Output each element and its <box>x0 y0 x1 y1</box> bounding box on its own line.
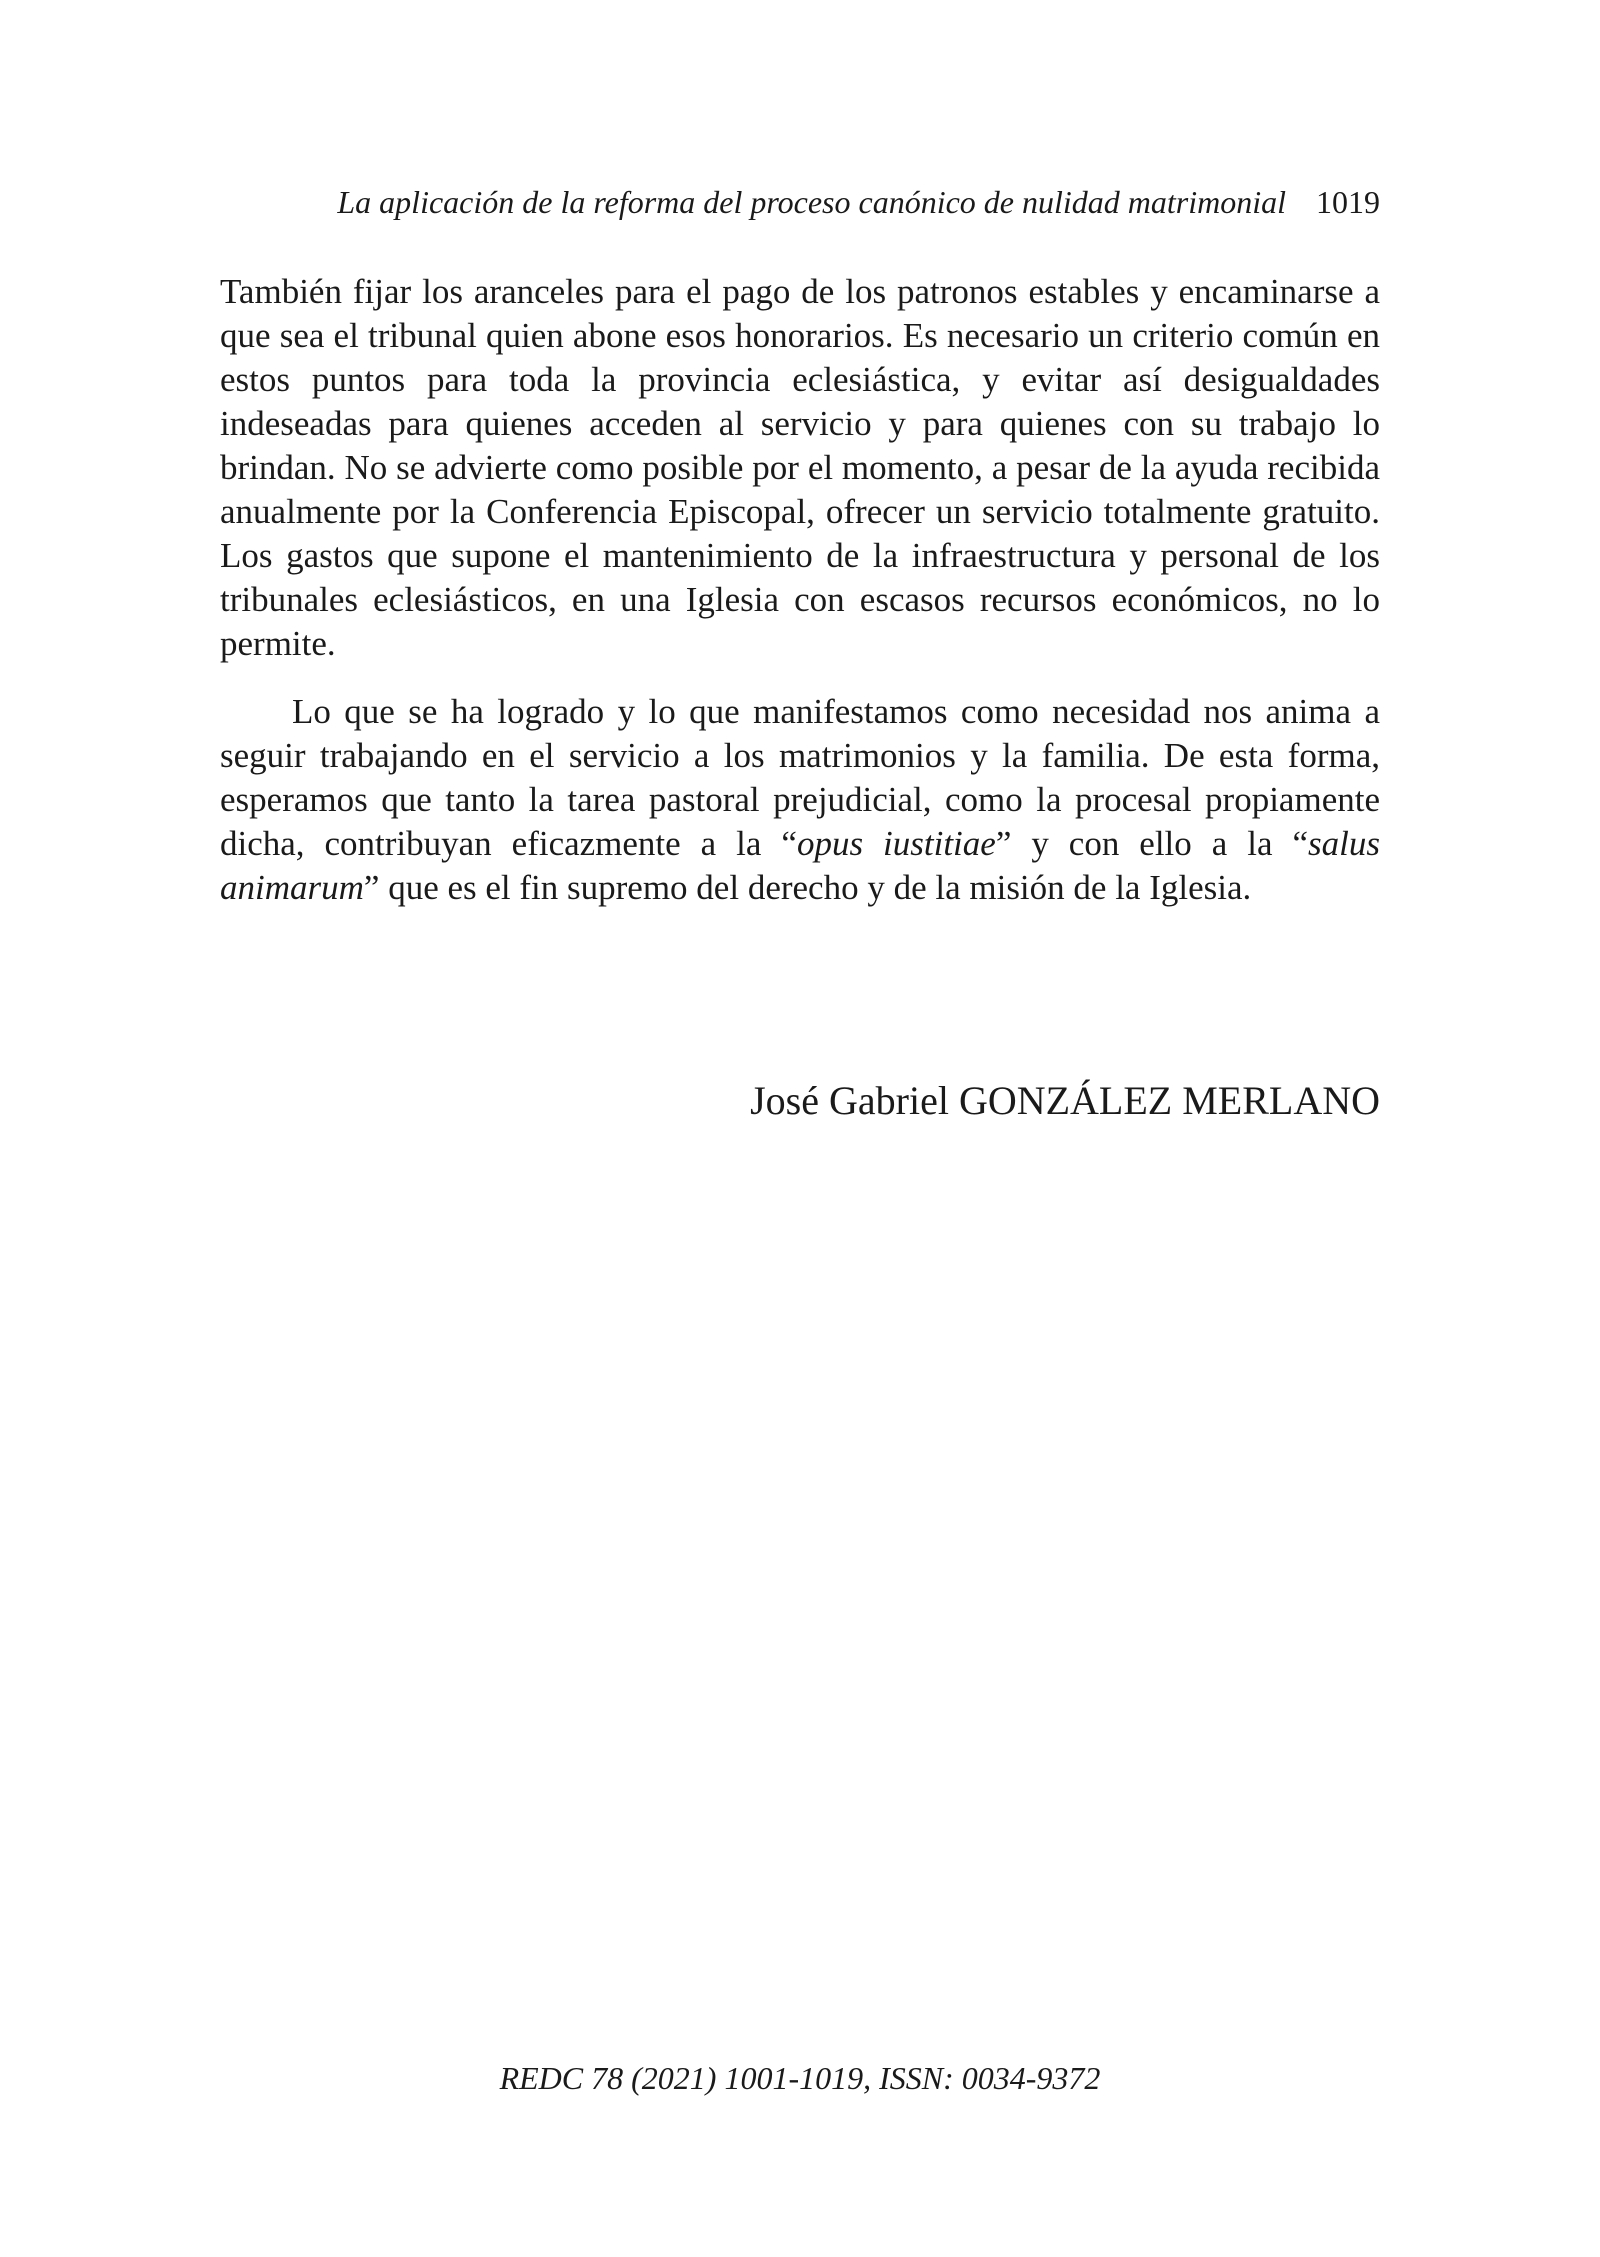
latin-term-salus-animarum: salus animarum <box>220 824 1380 907</box>
journal-citation-footer: REDC 78 (2021) 1001-1019, ISSN: 0034-9372 <box>499 2060 1101 2096</box>
author-signature <box>220 1075 1380 1127</box>
paragraph-2-part-2: ” y con ello a la “ <box>995 824 1309 863</box>
running-title: La aplicación de la reforma del proceso canónico de nulidad matrimonial <box>337 184 1286 220</box>
page-number: 1019 <box>1316 184 1380 220</box>
author-given-names: José Gabriel <box>750 1078 949 1123</box>
latin-term-opus-iustitiae: opus iustitiae <box>796 824 996 863</box>
paragraph-2-part-1: Lo que se ha logrado y lo que manifestamos como necesidad nos anima a seguir trabajando en el servicio a los matrimonios y la familia. De esta forma, esperamos que tanto la tarea pastoral prejudicial, como la procesal propiamente dicha, contribuyan eficazmente a la “ <box>220 692 1380 863</box>
paragraph-1: También fijar los aranceles para el pago de los patronos estables y encaminarse a que sea el tribunal quien abone esos honorarios. Es necesario un criterio común en estos puntos para toda la provincia eclesiástica, y evitar así desigualdades indeseadas para quienes acceden al servicio y para quienes con su trabajo lo brindan. No se advierte como posible por el momento, a pesar de la ayuda recibida anualmente por la Conferencia Episcopal, ofrecer un servicio totalmente gratuito. Los gastos que supone el mantenimiento de la infraestructura y personal de los tribunales eclesiásticos, en una Iglesia con escasos recursos económicos, no lo permite. <box>220 272 1380 663</box>
running-header <box>220 180 1380 224</box>
article-body <box>220 270 1380 910</box>
paragraph-2 <box>220 690 1380 910</box>
author-surname: GONZÁLEZ MERLANO <box>958 1078 1380 1123</box>
paragraph-2-part-3: ” que es el fin supremo del derecho y de la misión de la Iglesia. <box>363 868 1252 907</box>
